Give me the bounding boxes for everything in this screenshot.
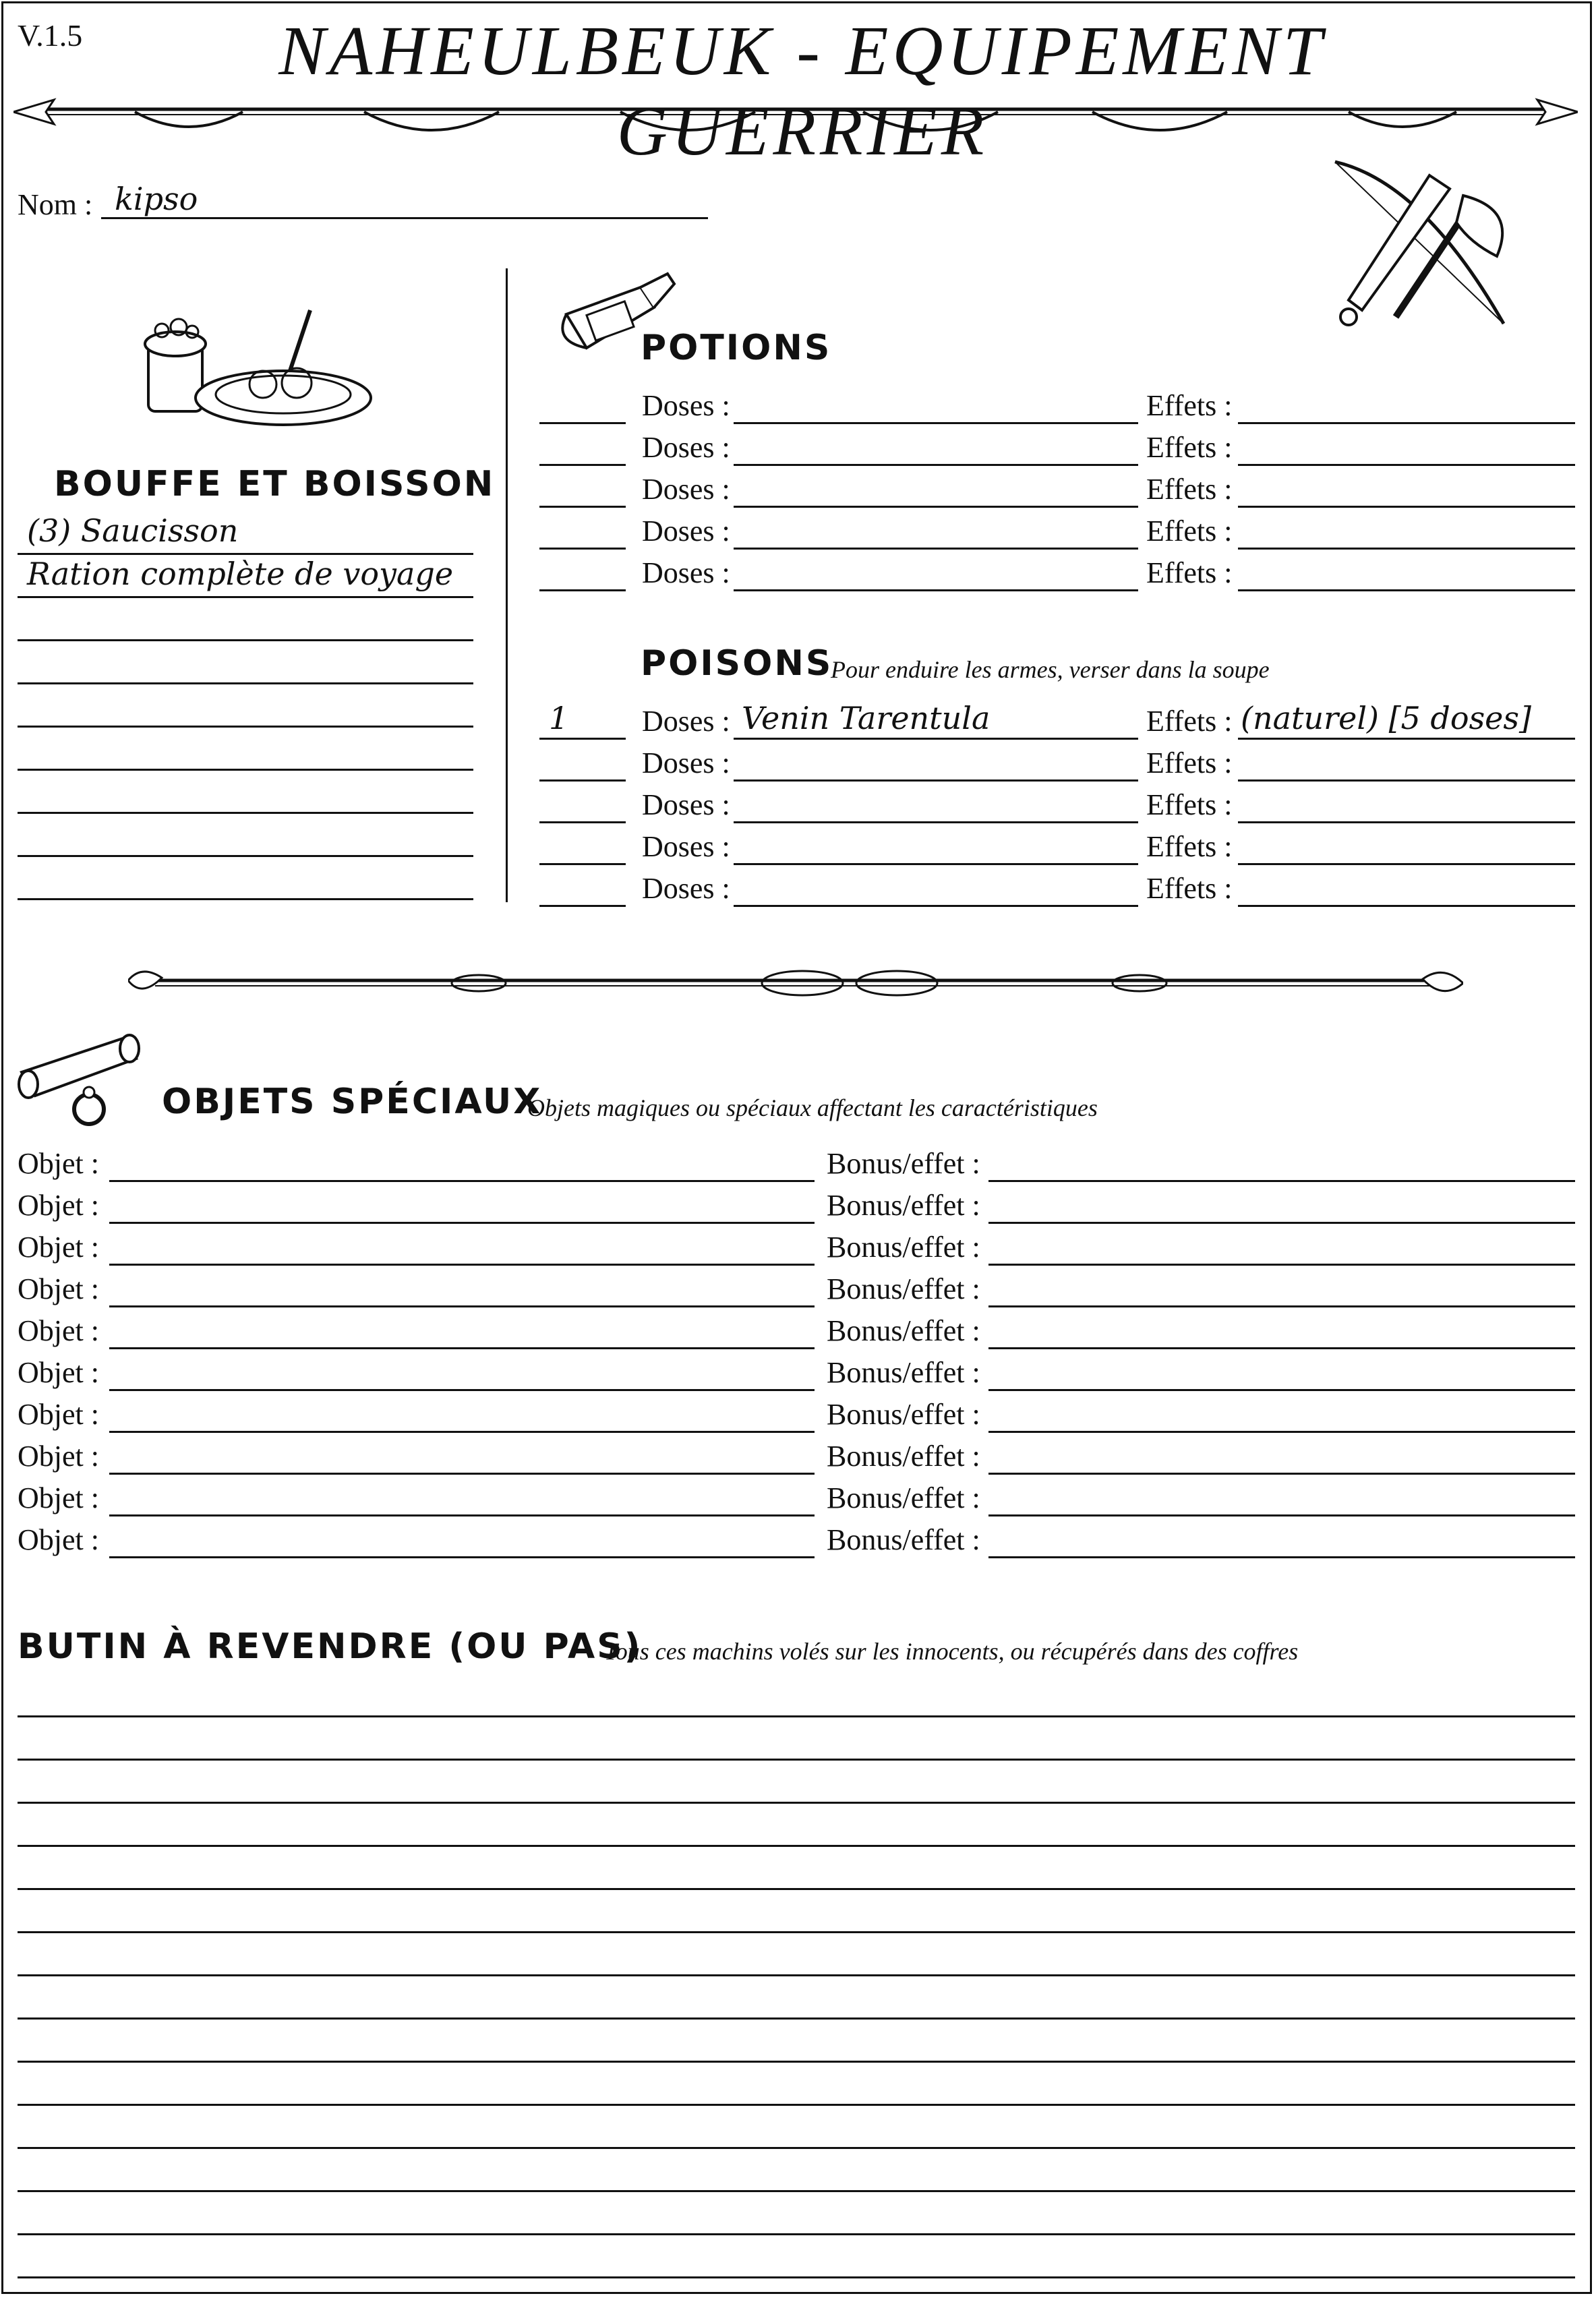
butin-heading: BUTIN À REVENDRE (OU PAS) bbox=[18, 1626, 643, 1667]
potion-doses-line bbox=[734, 422, 1138, 424]
nom-underline bbox=[101, 217, 708, 219]
bouffe-line bbox=[18, 812, 473, 814]
potion-doses-label: Doses : bbox=[642, 389, 730, 422]
poison-effets-label: Effets : bbox=[1146, 788, 1233, 821]
objet-line bbox=[109, 1556, 815, 1558]
butin-line bbox=[18, 1845, 1575, 1847]
bonus-label: Bonus/effet : bbox=[827, 1398, 980, 1431]
bouffe-line bbox=[18, 553, 473, 555]
poison-effets-line bbox=[1238, 738, 1575, 740]
potion-effets-label: Effets : bbox=[1146, 431, 1233, 464]
objet-line bbox=[109, 1389, 815, 1391]
objet-label: Objet : bbox=[18, 1147, 99, 1180]
bouffe-item[interactable]: (3) Saucisson bbox=[27, 512, 239, 549]
potion-qty-line bbox=[539, 464, 626, 466]
bouffe-heading: BOUFFE ET BOISSON bbox=[54, 464, 496, 504]
spear-divider-icon bbox=[13, 88, 1578, 148]
poison-doses-label: Doses : bbox=[642, 705, 730, 738]
bonus-label: Bonus/effet : bbox=[827, 1481, 980, 1514]
poison-effets-label: Effets : bbox=[1146, 830, 1233, 863]
butin-line bbox=[18, 1802, 1575, 1804]
objet-line bbox=[109, 1222, 815, 1224]
bouffe-line bbox=[18, 898, 473, 900]
butin-line bbox=[18, 1888, 1575, 1890]
bouffe-line bbox=[18, 769, 473, 771]
staff-divider-icon bbox=[128, 958, 1463, 1005]
potion-qty-line bbox=[539, 589, 626, 591]
objet-label: Objet : bbox=[18, 1356, 99, 1389]
bonus-label: Bonus/effet : bbox=[827, 1356, 980, 1389]
bonus-label: Bonus/effet : bbox=[827, 1523, 980, 1556]
butin-subtitle: Tous ces machins volés sur les innocents, ou récupérés dans des coffres bbox=[604, 1638, 1299, 1665]
poison-qty[interactable]: 1 bbox=[549, 700, 569, 736]
poison-doses-line bbox=[734, 738, 1138, 740]
potion-doses-label: Doses : bbox=[642, 431, 730, 464]
poison-doses-line bbox=[734, 863, 1138, 865]
objet-label: Objet : bbox=[18, 1231, 99, 1264]
butin-line bbox=[18, 2061, 1575, 2063]
potion-effets-label: Effets : bbox=[1146, 389, 1233, 422]
bouffe-line bbox=[18, 682, 473, 684]
objets-heading: OBJETS SPÉCIAUX bbox=[162, 1082, 543, 1122]
objet-line bbox=[109, 1431, 815, 1433]
poison-effets-line bbox=[1238, 821, 1575, 823]
bonus-label: Bonus/effet : bbox=[827, 1189, 980, 1222]
bonus-label: Bonus/effet : bbox=[827, 1147, 980, 1180]
potion-effets-line bbox=[1238, 464, 1575, 466]
poison-effets-value[interactable]: (naturel) [5 doses] bbox=[1241, 700, 1531, 736]
objet-line bbox=[109, 1305, 815, 1307]
butin-line bbox=[18, 1715, 1575, 1717]
bonus-line bbox=[988, 1222, 1575, 1224]
nom-label: Nom : bbox=[18, 188, 93, 221]
bonus-line bbox=[988, 1305, 1575, 1307]
bonus-line bbox=[988, 1180, 1575, 1182]
potions-heading: POTIONS bbox=[641, 328, 832, 368]
poison-doses-label: Doses : bbox=[642, 830, 730, 863]
scroll-ring-icon bbox=[15, 1032, 156, 1133]
objet-line bbox=[109, 1180, 815, 1182]
poison-doses-line bbox=[734, 905, 1138, 907]
poison-qty-line bbox=[539, 863, 626, 865]
potion-doses-label: Doses : bbox=[642, 473, 730, 506]
bonus-label: Bonus/effet : bbox=[827, 1314, 980, 1347]
weapons-icon bbox=[1322, 155, 1524, 337]
bonus-label: Bonus/effet : bbox=[827, 1231, 980, 1264]
butin-line bbox=[18, 2190, 1575, 2192]
potion-qty-line bbox=[539, 548, 626, 550]
poison-effets-label: Effets : bbox=[1146, 872, 1233, 905]
butin-line bbox=[18, 1974, 1575, 1976]
objet-line bbox=[109, 1264, 815, 1266]
potion-effets-label: Effets : bbox=[1146, 514, 1233, 548]
bouffe-item[interactable]: Ration complète de voyage bbox=[27, 556, 454, 592]
potion-effets-line bbox=[1238, 589, 1575, 591]
poison-doses-label: Doses : bbox=[642, 746, 730, 779]
butin-line bbox=[18, 1931, 1575, 1933]
objet-label: Objet : bbox=[18, 1314, 99, 1347]
potion-doses-label: Doses : bbox=[642, 556, 730, 589]
potion-effets-line bbox=[1238, 506, 1575, 508]
butin-line bbox=[18, 2017, 1575, 2020]
bonus-line bbox=[988, 1347, 1575, 1349]
butin-line bbox=[18, 2147, 1575, 2149]
butin-line bbox=[18, 2104, 1575, 2106]
bonus-line bbox=[988, 1389, 1575, 1391]
butin-line bbox=[18, 1759, 1575, 1761]
poison-qty-line bbox=[539, 905, 626, 907]
potion-effets-line bbox=[1238, 422, 1575, 424]
poison-effets-line bbox=[1238, 905, 1575, 907]
bonus-label: Bonus/effet : bbox=[827, 1440, 980, 1473]
bouffe-line bbox=[18, 639, 473, 641]
poison-doses-label: Doses : bbox=[642, 872, 730, 905]
bouffe-line bbox=[18, 596, 473, 598]
potion-effets-line bbox=[1238, 548, 1575, 550]
page-title: NAHEULBEUK - EQUIPEMENT GUERRIER bbox=[278, 12, 1326, 170]
bonus-line bbox=[988, 1431, 1575, 1433]
bonus-label: Bonus/effet : bbox=[827, 1272, 980, 1305]
objet-label: Objet : bbox=[18, 1272, 99, 1305]
potion-doses-line bbox=[734, 548, 1138, 550]
potion-qty-line bbox=[539, 422, 626, 424]
poison-qty-line bbox=[539, 821, 626, 823]
objet-label: Objet : bbox=[18, 1189, 99, 1222]
poisons-subtitle: Pour enduire les armes, verser dans la soupe bbox=[831, 656, 1270, 683]
potion-effets-label: Effets : bbox=[1146, 556, 1233, 589]
bouffe-line bbox=[18, 855, 473, 857]
poison-doses-line bbox=[734, 821, 1138, 823]
objet-line bbox=[109, 1473, 815, 1475]
objet-label: Objet : bbox=[18, 1523, 99, 1556]
poison-doses-label: Doses : bbox=[642, 788, 730, 821]
objet-label: Objet : bbox=[18, 1440, 99, 1473]
poison-effets-label: Effets : bbox=[1146, 705, 1233, 738]
potion-effets-label: Effets : bbox=[1146, 473, 1233, 506]
poison-doses-line bbox=[734, 779, 1138, 782]
poison-doses-value[interactable]: Venin Tarentula bbox=[742, 700, 991, 736]
objet-label: Objet : bbox=[18, 1398, 99, 1431]
butin-line bbox=[18, 2233, 1575, 2235]
nom-value[interactable]: kipso bbox=[115, 181, 198, 217]
butin-line bbox=[18, 2276, 1575, 2278]
potion-doses-line bbox=[734, 589, 1138, 591]
column-divider bbox=[506, 268, 508, 902]
bonus-line bbox=[988, 1264, 1575, 1266]
bouffe-line bbox=[18, 726, 473, 728]
poison-effets-line bbox=[1238, 863, 1575, 865]
poison-effets-label: Effets : bbox=[1146, 746, 1233, 779]
potion-doses-line bbox=[734, 464, 1138, 466]
bonus-line bbox=[988, 1556, 1575, 1558]
potion-qty-line bbox=[539, 506, 626, 508]
bonus-line bbox=[988, 1473, 1575, 1475]
objet-label: Objet : bbox=[18, 1481, 99, 1514]
objet-line bbox=[109, 1514, 815, 1516]
objet-line bbox=[109, 1347, 815, 1349]
version-label: V.1.5 bbox=[18, 18, 83, 53]
poisons-heading: POISONS bbox=[641, 643, 833, 684]
objets-subtitle: Objets magiques ou spéciaux affectant les caractéristiques bbox=[527, 1094, 1098, 1121]
bonus-line bbox=[988, 1514, 1575, 1516]
poison-qty-line bbox=[539, 738, 626, 740]
poison-qty-line bbox=[539, 779, 626, 782]
poison-effets-line bbox=[1238, 779, 1575, 782]
potion-doses-line bbox=[734, 506, 1138, 508]
food-icon bbox=[135, 297, 378, 432]
potion-doses-label: Doses : bbox=[642, 514, 730, 548]
